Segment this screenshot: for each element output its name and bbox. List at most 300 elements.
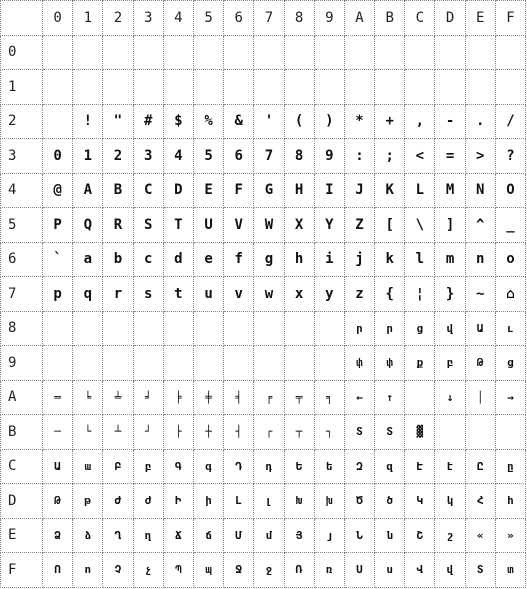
glyph-cell: T <box>163 208 193 243</box>
glyph-cell: - <box>435 104 465 139</box>
glyph-cell: » <box>495 518 525 553</box>
glyph-cell: M <box>435 173 465 208</box>
glyph-cell: X <box>284 208 314 243</box>
row-header-d: D <box>1 484 43 519</box>
glyph-cell: ╤ <box>284 380 314 415</box>
glyph-cell: a <box>73 242 103 277</box>
glyph-cell <box>73 311 103 346</box>
glyph-cell: 1 <box>73 139 103 174</box>
glyph-cell: Ն <box>344 518 374 553</box>
glyph-cell: z <box>344 277 374 312</box>
glyph-cell: ^ <box>465 208 495 243</box>
glyph-cell <box>163 35 193 70</box>
glyph-cell: ↓ <box>435 380 465 415</box>
glyph-cell: Լ <box>224 484 254 519</box>
glyph-cell: ─ <box>43 415 73 450</box>
glyph-cell: r <box>103 277 133 312</box>
glyph-cell: ╘ <box>73 380 103 415</box>
row-header-b: B <box>1 415 43 450</box>
glyph-cell: V <box>224 208 254 243</box>
glyph-cell: d <box>163 242 193 277</box>
glyph-cell: ┼ <box>193 415 223 450</box>
glyph-cell: o <box>495 242 525 277</box>
glyph-cell <box>465 415 495 450</box>
glyph-cell: ┤ <box>224 415 254 450</box>
glyph-cell: < <box>405 139 435 174</box>
glyph-cell <box>314 35 344 70</box>
glyph-cell <box>103 35 133 70</box>
column-header-a: A <box>344 1 374 36</box>
column-header-1: 1 <box>73 1 103 36</box>
row-header-7: 7 <box>1 277 43 312</box>
glyph-cell: հ <box>495 484 525 519</box>
row-header-e: E <box>1 518 43 553</box>
table-row <box>1 173 526 208</box>
glyph-cell <box>43 35 73 70</box>
row-header-0: 0 <box>1 35 43 70</box>
glyph-cell: ╧ <box>103 380 133 415</box>
glyph-cell <box>435 415 465 450</box>
glyph-cell: = <box>435 139 465 174</box>
glyph-cell: 9 <box>314 139 344 174</box>
glyph-cell: v <box>224 277 254 312</box>
glyph-cell <box>193 35 223 70</box>
glyph-cell: ր <box>375 311 405 346</box>
glyph-cell: ը <box>495 449 525 484</box>
row-header-3: 3 <box>1 139 43 174</box>
glyph-cell: f <box>224 242 254 277</box>
glyph-cell: Ճ <box>163 518 193 553</box>
glyph-cell: ┐ <box>314 415 344 450</box>
glyph-cell: Ա <box>43 449 73 484</box>
glyph-cell <box>405 380 435 415</box>
glyph-cell <box>375 70 405 105</box>
glyph-cell: N <box>465 173 495 208</box>
glyph-cell: Է <box>405 449 435 484</box>
glyph-cell: ┘ <box>133 415 163 450</box>
glyph-cell <box>314 311 344 346</box>
column-header-2: 2 <box>103 1 133 36</box>
glyph-cell: գ <box>193 449 223 484</box>
glyph-cell <box>254 35 284 70</box>
glyph-cell: Ս <box>344 553 374 588</box>
glyph-cell: ↑ <box>375 380 405 415</box>
glyph-cell <box>495 35 525 70</box>
row-header-6: 6 <box>1 242 43 277</box>
glyph-cell <box>103 346 133 381</box>
glyph-cell <box>284 311 314 346</box>
glyph-cell <box>224 70 254 105</box>
glyph-cell: + <box>375 104 405 139</box>
glyph-cell: Չ <box>103 553 133 588</box>
glyph-cell <box>465 35 495 70</box>
glyph-cell: չ <box>133 553 163 588</box>
glyph-cell <box>133 35 163 70</box>
table-row <box>1 449 526 484</box>
glyph-cell: } <box>435 277 465 312</box>
glyph-cell <box>73 70 103 105</box>
glyph-cell: A <box>73 173 103 208</box>
table-row <box>1 242 526 277</box>
column-header-5: 5 <box>193 1 223 36</box>
glyph-cell: ջ <box>254 553 284 588</box>
glyph-cell: U <box>193 208 223 243</box>
glyph-cell: F <box>224 173 254 208</box>
glyph-cell: ղ <box>133 518 163 553</box>
glyph-cell: Յ <box>284 518 314 553</box>
glyph-cell: ` <box>43 242 73 277</box>
row-header-8: 8 <box>1 311 43 346</box>
glyph-cell <box>133 70 163 105</box>
glyph-cell: 7 <box>254 139 284 174</box>
row-header-a: A <box>1 380 43 415</box>
glyph-cell: c <box>133 242 163 277</box>
glyph-cell: ~ <box>465 277 495 312</box>
glyph-cell: 3 <box>133 139 163 174</box>
glyph-cell: ¦ <box>405 277 435 312</box>
glyph-cell: > <box>465 139 495 174</box>
glyph-cell <box>73 346 103 381</box>
glyph-cell: _ <box>495 208 525 243</box>
glyph-cell: Տ <box>465 553 495 588</box>
glyph-cell: վ <box>435 553 465 588</box>
glyph-cell: զ <box>375 449 405 484</box>
glyph-cell: ┌ <box>254 415 284 450</box>
glyph-cell: Ձ <box>43 518 73 553</box>
column-header-b: B <box>375 1 405 36</box>
glyph-cell: " <box>103 104 133 139</box>
glyph-cell <box>43 311 73 346</box>
glyph-cell: Q <box>73 208 103 243</box>
glyph-cell: ┴ <box>103 415 133 450</box>
corner-cell <box>1 1 43 36</box>
glyph-cell <box>193 311 223 346</box>
glyph-cell: & <box>224 104 254 139</box>
glyph-cell: Z <box>344 208 374 243</box>
glyph-cell: ո <box>73 553 103 588</box>
glyph-cell: ; <box>375 139 405 174</box>
glyph-cell: բ <box>133 449 163 484</box>
glyph-cell <box>163 70 193 105</box>
glyph-cell: 0 <box>43 139 73 174</box>
glyph-cell <box>254 311 284 346</box>
glyph-cell: l <box>405 242 435 277</box>
glyph-cell: P <box>43 208 73 243</box>
glyph-cell: ← <box>344 380 374 415</box>
glyph-cell: Ժ <box>103 484 133 519</box>
glyph-cell: / <box>495 104 525 139</box>
glyph-cell: I <box>314 173 344 208</box>
glyph-cell: Պ <box>163 553 193 588</box>
glyph-cell <box>435 35 465 70</box>
glyph-cell: H <box>284 173 314 208</box>
glyph-cell: թ <box>73 484 103 519</box>
glyph-cell: x <box>284 277 314 312</box>
column-header-9: 9 <box>314 1 344 36</box>
glyph-cell: s <box>133 277 163 312</box>
glyph-cell: ] <box>435 208 465 243</box>
glyph-cell <box>193 346 223 381</box>
glyph-cell: ═ <box>43 380 73 415</box>
glyph-cell <box>224 346 254 381</box>
glyph-cell: q <box>73 277 103 312</box>
glyph-cell: → <box>495 380 525 415</box>
column-header-4: 4 <box>163 1 193 36</box>
glyph-cell <box>344 70 374 105</box>
glyph-cell: ╡ <box>224 380 254 415</box>
glyph-cell: W <box>254 208 284 243</box>
glyph-cell <box>495 70 525 105</box>
glyph-cell: t <box>163 277 193 312</box>
row-header-f: F <box>1 553 43 588</box>
glyph-cell: k <box>375 242 405 277</box>
glyph-cell: ( <box>284 104 314 139</box>
table-row <box>1 380 526 415</box>
glyph-cell: Դ <box>224 449 254 484</box>
glyph-cell <box>284 35 314 70</box>
glyph-cell: ց <box>495 346 525 381</box>
glyph-cell: . <box>465 104 495 139</box>
glyph-cell: O <box>495 173 525 208</box>
glyph-cell: մ <box>254 518 284 553</box>
column-header-row <box>1 1 526 36</box>
glyph-cell <box>133 346 163 381</box>
column-header-d: D <box>435 1 465 36</box>
glyph-cell: ╕ <box>314 380 344 415</box>
glyph-cell: ա <box>73 449 103 484</box>
glyph-cell: L <box>405 173 435 208</box>
glyph-cell: Ղ <box>103 518 133 553</box>
column-header-3: 3 <box>133 1 163 36</box>
glyph-cell: բ <box>435 346 465 381</box>
glyph-cell: 8 <box>284 139 314 174</box>
table-row <box>1 70 526 105</box>
glyph-cell: ծ <box>375 484 405 519</box>
glyph-cell: ր <box>344 311 374 346</box>
column-header-f: F <box>495 1 525 36</box>
glyph-cell <box>163 346 193 381</box>
glyph-cell: ժ <box>133 484 163 519</box>
glyph-cell: , <box>405 104 435 139</box>
glyph-cell: u <box>193 277 223 312</box>
glyph-cell: շ <box>435 518 465 553</box>
glyph-cell <box>405 70 435 105</box>
row-header-9: 9 <box>1 346 43 381</box>
glyph-cell: ւ <box>495 311 525 346</box>
glyph-cell: ├ <box>163 415 193 450</box>
table-row <box>1 104 526 139</box>
glyph-cell: Ի <box>163 484 193 519</box>
glyph-cell: յ <box>314 518 344 553</box>
glyph-cell <box>43 70 73 105</box>
glyph-cell: { <box>375 277 405 312</box>
glyph-cell <box>224 311 254 346</box>
row-header-1: 1 <box>1 70 43 105</box>
table-row <box>1 311 526 346</box>
glyph-cell: ճ <box>193 518 223 553</box>
table-row <box>1 553 526 588</box>
glyph-cell: [ <box>375 208 405 243</box>
glyph-cell: S <box>133 208 163 243</box>
glyph-cell <box>224 35 254 70</box>
glyph-cell: \ <box>405 208 435 243</box>
row-header-2: 2 <box>1 104 43 139</box>
glyph-cell: ձ <box>73 518 103 553</box>
glyph-cell: Y <box>314 208 344 243</box>
row-header-4: 4 <box>1 173 43 208</box>
glyph-cell: 6 <box>224 139 254 174</box>
glyph-cell: Շ <box>405 518 435 553</box>
glyph-cell: D <box>163 173 193 208</box>
glyph-cell: 4 <box>163 139 193 174</box>
glyph-cell: ? <box>495 139 525 174</box>
column-header-c: C <box>405 1 435 36</box>
glyph-cell <box>344 35 374 70</box>
glyph-cell: ն <box>375 518 405 553</box>
column-header-0: 0 <box>43 1 73 36</box>
glyph-cell: ե <box>314 449 344 484</box>
table-row <box>1 277 526 312</box>
glyph-cell: h <box>284 242 314 277</box>
table-row <box>1 139 526 174</box>
glyph-cell: Հ <box>465 484 495 519</box>
glyph-cell <box>435 70 465 105</box>
glyph-cell <box>193 70 223 105</box>
glyph-cell: ) <box>314 104 344 139</box>
glyph-cell: Գ <box>163 449 193 484</box>
glyph-cell: J <box>344 173 374 208</box>
glyph-cell: p <box>43 277 73 312</box>
table-row <box>1 346 526 381</box>
glyph-cell: ց <box>405 311 435 346</box>
glyph-cell: Թ <box>43 484 73 519</box>
glyph-cell: ռ <box>314 553 344 588</box>
glyph-cell: b <box>103 242 133 277</box>
glyph-cell: « <box>465 518 495 553</box>
glyph-cell: 5 <box>193 139 223 174</box>
glyph-cell: ի <box>193 484 223 519</box>
glyph-cell: Վ <box>405 553 435 588</box>
glyph-cell <box>284 70 314 105</box>
glyph-cell <box>254 70 284 105</box>
table-row <box>1 208 526 243</box>
glyph-cell: C <box>133 173 163 208</box>
glyph-cell <box>405 35 435 70</box>
glyph-cell <box>73 35 103 70</box>
glyph-cell: └ <box>73 415 103 450</box>
glyph-cell: Ո <box>43 553 73 588</box>
glyph-cell <box>284 346 314 381</box>
glyph-cell: Կ <box>405 484 435 519</box>
glyph-cell: ▓ <box>405 415 435 450</box>
table-row <box>1 484 526 519</box>
glyph-cell: դ <box>254 449 284 484</box>
glyph-cell: Խ <box>284 484 314 519</box>
glyph-cell: j <box>344 242 374 277</box>
glyph-cell: Ռ <box>284 553 314 588</box>
glyph-cell: w <box>254 277 284 312</box>
glyph-cell: ╒ <box>254 380 284 415</box>
glyph-cell <box>465 70 495 105</box>
column-header-8: 8 <box>284 1 314 36</box>
glyph-cell <box>133 311 163 346</box>
glyph-cell: @ <box>43 173 73 208</box>
glyph-cell: Տ <box>375 415 405 450</box>
row-header-5: 5 <box>1 208 43 243</box>
glyph-cell: ք <box>405 346 435 381</box>
glyph-cell: լ <box>254 484 284 519</box>
glyph-cell <box>43 346 73 381</box>
glyph-cell: Ը <box>465 449 495 484</box>
glyph-cell <box>103 311 133 346</box>
glyph-cell <box>254 346 284 381</box>
glyph-cell: y <box>314 277 344 312</box>
glyph-cell: փ <box>344 346 374 381</box>
glyph-cell: Ջ <box>224 553 254 588</box>
glyph-cell <box>314 346 344 381</box>
glyph-cell: K <box>375 173 405 208</box>
table-row <box>1 35 526 70</box>
glyph-cell: Մ <box>224 518 254 553</box>
glyph-cell: % <box>193 104 223 139</box>
table-row <box>1 518 526 553</box>
glyph-cell: 2 <box>103 139 133 174</box>
column-header-7: 7 <box>254 1 284 36</box>
glyph-cell: B <box>103 173 133 208</box>
glyph-cell: Թ <box>465 346 495 381</box>
glyph-cell: m <box>435 242 465 277</box>
column-header-6: 6 <box>224 1 254 36</box>
glyph-cell: n <box>465 242 495 277</box>
glyph-cell: ╛ <box>133 380 163 415</box>
glyph-cell: ┬ <box>284 415 314 450</box>
glyph-cell: Ա <box>465 311 495 346</box>
glyph-cell: e <box>193 242 223 277</box>
glyph-cell: $ <box>163 104 193 139</box>
glyph-cell: # <box>133 104 163 139</box>
glyph-cell: Զ <box>344 449 374 484</box>
glyph-cell: ╞ <box>163 380 193 415</box>
glyph-cell: ս <box>375 553 405 588</box>
glyph-cell: պ <box>193 553 223 588</box>
row-header-c: C <box>1 449 43 484</box>
glyph-cell: Ե <box>284 449 314 484</box>
glyph-cell: տ <box>495 553 525 588</box>
glyph-cell: ! <box>73 104 103 139</box>
glyph-cell: Ծ <box>344 484 374 519</box>
glyph-cell: Տ <box>344 415 374 450</box>
glyph-cell: R <box>103 208 133 243</box>
glyph-cell: * <box>344 104 374 139</box>
glyph-cell: ╪ <box>193 380 223 415</box>
glyph-cell: կ <box>435 484 465 519</box>
glyph-cell: g <box>254 242 284 277</box>
column-header-e: E <box>465 1 495 36</box>
glyph-cell: ⌂ <box>495 277 525 312</box>
glyph-cell: E <box>193 173 223 208</box>
glyph-cell: G <box>254 173 284 208</box>
glyph-cell <box>103 70 133 105</box>
glyph-cell: փ <box>375 346 405 381</box>
glyph-cell: │ <box>465 380 495 415</box>
glyph-cell: է <box>435 449 465 484</box>
glyph-cell <box>495 415 525 450</box>
glyph-cell <box>163 311 193 346</box>
glyph-cell: խ <box>314 484 344 519</box>
glyph-cell: Բ <box>103 449 133 484</box>
glyph-cell <box>43 104 73 139</box>
glyph-cell: ' <box>254 104 284 139</box>
